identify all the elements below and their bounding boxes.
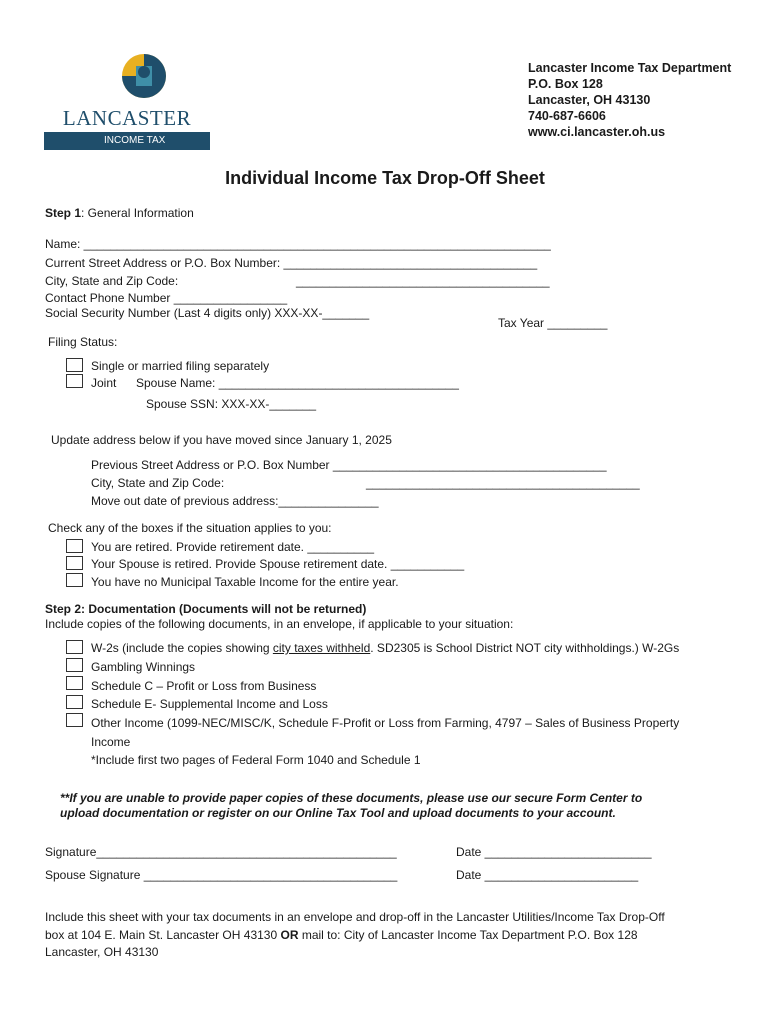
- spouse-signature-field[interactable]: Spouse Signature ______________________________________: [45, 868, 398, 882]
- other-income-checkbox[interactable]: [66, 713, 83, 727]
- no-income-label: You have no Municipal Taxable Income for the entire year.: [91, 575, 399, 589]
- schedule-c-label: Schedule C – Profit or Loss from Business: [91, 679, 317, 693]
- logo-wordmark: LANCASTER: [62, 106, 192, 130]
- footer-or: OR: [280, 928, 299, 942]
- name-field[interactable]: Name: ______________________________________________________________________: [45, 237, 551, 251]
- previous-city-label: City, State and Zip Code:: [91, 476, 225, 490]
- ssn-field[interactable]: Social Security Number (Last 4 digits only) XXX-XX-_______: [45, 306, 370, 320]
- w2-label-part: W-2s (include the copies showing: [91, 641, 273, 655]
- gambling-label: Gambling Winnings: [91, 660, 196, 674]
- city-label: City, State and Zip Code:: [45, 274, 179, 288]
- footer-text: mail to: City of Lancaster Income Tax Department P.O. Box 128: [298, 928, 638, 942]
- schedule-e-label: Schedule E- Supplemental Income and Loss: [91, 697, 328, 711]
- other-income-label: Other Income (1099-NEC/MISC/K, Schedule F-Profit or Loss from Farming, 4797 – Sales of Business Property: [91, 716, 680, 730]
- w2-checkbox[interactable]: [66, 640, 83, 654]
- spouse-ssn-field[interactable]: Spouse SSN: XXX-XX-_______: [146, 397, 317, 411]
- previous-street-field[interactable]: Previous Street Address or P.O. Box Number _________________________________________: [91, 458, 607, 472]
- w2-label-underlined: city taxes withheld: [272, 641, 371, 655]
- step1-heading-rest: : General Information: [81, 206, 194, 220]
- street-field[interactable]: Current Street Address or P.O. Box Number: ______________________________________: [45, 256, 538, 270]
- lancaster-logo: [44, 52, 210, 150]
- address-line: Lancaster Income Tax Department: [528, 61, 732, 75]
- logo-subtitle: INCOME TAX: [44, 132, 210, 150]
- step1-heading-bold: Step 1: [45, 206, 82, 220]
- signature-date-field[interactable]: Date _________________________: [456, 845, 652, 859]
- footer-instructions: Include this sheet with your tax documents in an envelope and drop-off in the Lancaster Utilities/Income Tax Drop-Off: [45, 910, 665, 924]
- paper-copies-notice-cont: upload documentation or register on our Online Tax Tool and upload documents to your account.: [60, 806, 616, 820]
- move-out-date-field[interactable]: Move out date of previous address:_______________: [91, 494, 379, 508]
- footer-text: box at 104 E. Main St. Lancaster OH 43130: [45, 928, 281, 942]
- joint-label: Joint: [91, 376, 117, 390]
- spouse-retired-checkbox[interactable]: [66, 556, 83, 570]
- page-title: Individual Income Tax Drop-Off Sheet: [225, 168, 545, 188]
- step2-heading: Step 2: Documentation (Documents will not be returned): [45, 602, 367, 616]
- single-label: Single or married filing separately: [91, 359, 270, 373]
- department-address: [528, 60, 731, 140]
- filing-status-label: Filing Status:: [48, 335, 118, 349]
- schedule-c-checkbox[interactable]: [66, 676, 83, 690]
- w2-label-part: . SD2305 is School District NOT city withholdings.) W-2Gs: [370, 641, 680, 655]
- step1-heading: [45, 206, 194, 220]
- address-line: 740-687-6606: [528, 109, 606, 123]
- address-line: P.O. Box 128: [528, 77, 603, 91]
- signature-field[interactable]: Signature_____________________________________________: [45, 845, 397, 859]
- check-boxes-label: Check any of the boxes if the situation applies to you:: [48, 521, 332, 535]
- paper-copies-notice: **If you are unable to provide paper copies of these documents, please use our secure Form Center to: [60, 791, 643, 805]
- spouse-retired-label: Your Spouse is retired. Provide Spouse retirement date. ___________: [91, 557, 465, 571]
- phone-field[interactable]: Contact Phone Number _________________: [45, 291, 288, 305]
- step2-intro: Include copies of the following documents, in an envelope, if applicable to your situation:: [45, 617, 514, 631]
- w2-label: [91, 641, 679, 655]
- previous-city-field[interactable]: _________________________________________: [366, 476, 640, 490]
- footer-instructions-line2: [45, 928, 638, 942]
- single-checkbox[interactable]: [66, 358, 83, 372]
- logo-mark-icon: [120, 52, 168, 104]
- update-address-note: Update address below if you have moved since January 1, 2025: [51, 433, 392, 447]
- joint-checkbox[interactable]: [66, 374, 83, 388]
- retired-checkbox[interactable]: [66, 539, 83, 553]
- city-field[interactable]: ______________________________________: [296, 274, 550, 288]
- gambling-checkbox[interactable]: [66, 658, 83, 672]
- tax-year-field[interactable]: Tax Year _________: [498, 316, 608, 330]
- retired-label: You are retired. Provide retirement date. __________: [91, 540, 375, 554]
- footer-instructions-line3: Lancaster, OH 43130: [45, 945, 159, 959]
- spouse-signature-date-field[interactable]: Date _______________________: [456, 868, 639, 882]
- address-line: www.ci.lancaster.oh.us: [528, 125, 666, 139]
- other-income-label-cont: Income: [91, 735, 131, 749]
- no-income-checkbox[interactable]: [66, 573, 83, 587]
- form-1040-note: *Include first two pages of Federal Form 1040 and Schedule 1: [91, 753, 421, 767]
- schedule-e-checkbox[interactable]: [66, 695, 83, 709]
- address-line: Lancaster, OH 43130: [528, 93, 651, 107]
- spouse-name-field[interactable]: Spouse Name: ____________________________________: [136, 376, 459, 390]
